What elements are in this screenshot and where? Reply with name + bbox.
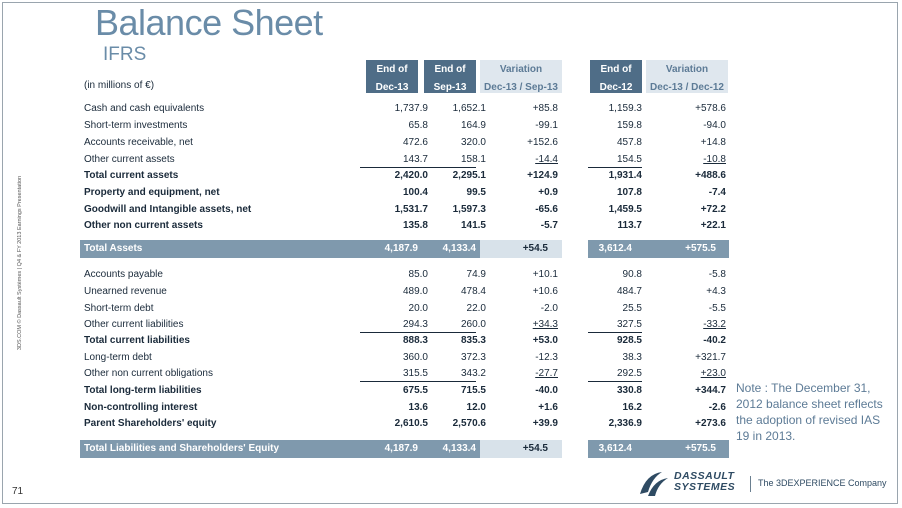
header-line1: Variation [499,64,543,75]
row-label: Parent Shareholders' equity [84,418,217,429]
table-row [84,103,734,118]
header-line2: Dec-13 / Dec-12 [650,82,724,93]
subtotal-rule [360,332,476,333]
cell: 715.5 [460,385,486,396]
cell: 292.5 [616,368,642,379]
row-label: Other non current assets [84,220,203,231]
cell: 320.0 [460,137,486,148]
cell: 100.4 [402,187,428,198]
cell: 1,459.5 [608,204,642,215]
cell: +273.6 [695,418,726,429]
header-line1: End of [434,64,466,75]
cell: 343.2 [460,368,486,379]
header-line1: Variation [665,64,709,75]
cell: +53.0 [532,335,558,346]
logo-tagline: The 3DEXPERIENCE Company [758,478,887,488]
cell: 22.0 [466,303,486,314]
cell: 1,737.9 [394,103,428,114]
cell: 1,597.3 [452,204,486,215]
subtotal-rule [360,167,476,168]
cell: +34.3 [532,319,558,330]
cell: 360.0 [402,352,428,363]
cell: -2.6 [708,402,726,413]
cell: 675.5 [402,385,428,396]
cell: 141.5 [460,220,486,231]
cell: -5.5 [708,303,726,314]
cell: 158.1 [460,154,486,165]
cell: -5.8 [708,269,726,280]
cell: 113.7 [617,220,642,231]
cell: -94.0 [703,120,726,131]
cell: 143.7 [402,154,428,165]
header-line1: End of [600,64,632,75]
row-label: Short-term debt [84,303,154,314]
cell: 484.7 [616,286,642,297]
cell: 260.0 [460,319,486,330]
row-label: Accounts payable [84,269,163,280]
cell: 478.4 [460,286,486,297]
page-title: Balance Sheet [95,2,323,43]
cell: +152.6 [527,137,558,148]
cell: 135.8 [402,220,428,231]
row-label: Other non current obligations [84,368,213,379]
cell: 4,187.9 [384,443,418,454]
cell: -14.4 [535,154,558,165]
logo-divider [750,476,751,492]
cell: +54.5 [522,443,548,454]
header-line2: Dec-13 / Sep-13 [484,82,558,93]
total-assets-row [80,240,729,258]
table-row [84,418,734,433]
cell: -12.3 [535,352,558,363]
cell: 74.9 [466,269,486,280]
cell: +488.6 [695,170,726,181]
subtotal-rule [588,167,642,168]
row-label: Total Liabilities and Shareholders' Equity [84,443,280,454]
cell: -40.2 [703,335,726,346]
cell: -5.7 [540,220,558,231]
header-dec12 [590,60,642,93]
page-subtitle: IFRS [103,44,147,65]
table-row [84,335,734,350]
cell: 2,295.1 [452,170,486,181]
row-label: Short-term investments [84,120,188,131]
cell: 16.2 [622,402,642,413]
dassault-logo-icon [636,468,670,498]
table-row [84,352,734,367]
table-row [84,385,734,400]
sidebar-copyright: 3DS.COM © Dassault Systèmes | Q4 & FY 2013 Earnings Presentation [17,175,23,351]
cell: +344.7 [695,385,726,396]
cell: 2,336.9 [608,418,642,429]
footnote: Note : The December 31, 2012 balance sheet reflects the adoption of revised IAS 19 in 2013. [736,381,883,443]
header-sep13 [424,60,476,93]
cell: -7.4 [708,187,726,198]
cell: 372.3 [460,352,486,363]
cell: +54.5 [522,243,548,254]
header-line2: Dec-12 [599,82,633,93]
cell: -2.0 [540,303,558,314]
cell: +14.8 [700,137,726,148]
row-label: Total current assets [84,170,179,181]
cell: 164.9 [460,120,486,131]
cell: 489.0 [402,286,428,297]
page-number: 71 [12,486,24,497]
cell: 38.3 [622,352,642,363]
cell: 90.8 [622,269,642,280]
logo-line1: DASSAULT [674,470,735,482]
cell: -99.1 [535,120,558,131]
cell: 65.8 [408,120,428,131]
cell: -33.2 [703,319,726,330]
company-logo [636,468,886,500]
row-label: Total current liabilities [84,335,190,346]
cell: +1.6 [538,402,558,413]
header-line1: End of [376,64,408,75]
total-liabilities-row [80,440,729,458]
cell: +0.9 [538,187,558,198]
table-row [84,204,734,219]
band-fill [480,240,562,258]
cell: 107.8 [616,187,642,198]
cell: +85.8 [532,103,558,114]
cell: 928.5 [616,335,642,346]
cell: +39.9 [532,418,558,429]
cell: -65.6 [535,204,558,215]
header-line2: Dec-13 [375,82,409,93]
cell: +575.5 [685,243,716,254]
cell: 835.3 [460,335,486,346]
row-label: Property and equipment, net [84,187,220,198]
row-label: Non-controlling interest [84,402,198,413]
cell: 20.0 [408,303,428,314]
cell: 1,931.4 [608,170,642,181]
cell: +575.5 [685,443,716,454]
cell: 12.0 [466,402,486,413]
header-dec13 [366,60,418,93]
table-row [84,286,734,301]
row-label: Unearned revenue [84,286,167,297]
subtotal-rule [588,381,642,382]
cell: 1,531.7 [394,204,428,215]
cell: 4,133.4 [442,443,476,454]
table-row [84,120,734,135]
cell: 2,570.6 [452,418,486,429]
cell: 472.6 [402,137,428,148]
row-label: Other current assets [84,154,175,165]
cell: 159.8 [616,120,642,131]
cell: 85.0 [408,269,428,280]
cell: -40.0 [535,385,558,396]
cell: 294.3 [402,319,428,330]
cell: 25.5 [622,303,642,314]
table-row [84,187,734,202]
cell: 457.8 [616,137,642,148]
row-label: Long-term debt [84,352,152,363]
row-label: Cash and cash equivalents [84,103,205,114]
cell: 315.5 [402,368,428,379]
table-row [84,303,734,318]
header-variation-sep [480,60,562,93]
cell: 3,612.4 [598,243,632,254]
row-label: Goodwill and Intangible assets, net [84,204,252,215]
band-fill [480,440,562,458]
row-label: Accounts receivable, net [84,137,193,148]
header-variation-dec [646,60,728,93]
cell: 327.5 [616,319,642,330]
header-line2: Sep-13 [433,82,467,93]
subtotal-rule [588,332,642,333]
table-row [84,137,734,152]
cell: +578.6 [695,103,726,114]
cell: +10.1 [532,269,558,280]
cell: 888.3 [402,335,428,346]
logo-wordmark [674,471,735,493]
cell: 99.5 [466,187,486,198]
cell: 2,610.5 [394,418,428,429]
table-row [84,269,734,284]
cell: 1,159.3 [608,103,642,114]
cell: +10.6 [532,286,558,297]
cell: +72.2 [700,204,726,215]
cell: 330.8 [616,385,642,396]
cell: 4,133.4 [442,243,476,254]
cell: 2,420.0 [394,170,428,181]
subtotal-rule [360,381,476,382]
cell: 154.5 [616,154,642,165]
cell: +321.7 [695,352,726,363]
cell: 13.6 [408,402,428,413]
row-label: Total long-term liabilities [84,385,202,396]
cell: -10.8 [703,154,726,165]
logo-line2: SYSTEMES [674,481,736,493]
table-row [84,220,734,235]
cell: +124.9 [527,170,558,181]
row-label: Total Assets [84,243,143,254]
cell: 1,652.1 [452,103,486,114]
units-label: (in millions of €) [84,80,155,91]
table-row [84,402,734,417]
table-row [84,170,734,185]
cell: 4,187.9 [384,243,418,254]
cell: +4.3 [706,286,726,297]
cell: +23.0 [700,368,726,379]
cell: +22.1 [700,220,726,231]
row-label: Other current liabilities [84,319,184,330]
cell: -27.7 [535,368,558,379]
cell: 3,612.4 [598,443,632,454]
